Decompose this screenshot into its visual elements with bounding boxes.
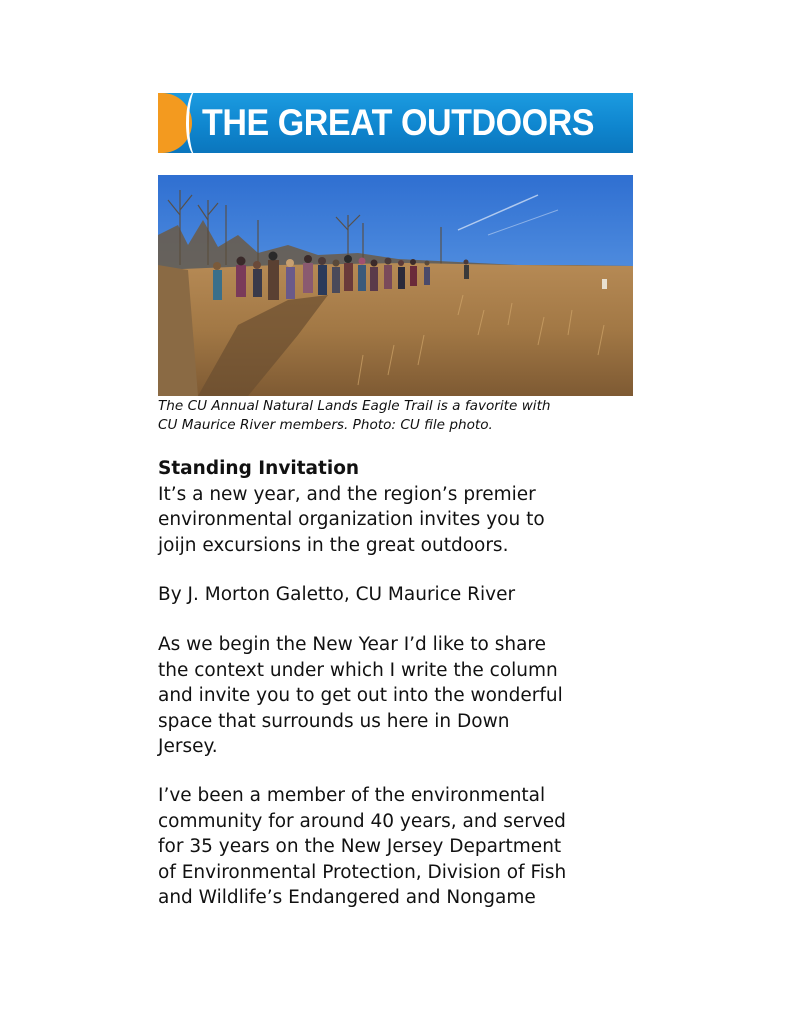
article-paragraph-2 (158, 783, 638, 911)
paragraph-line: As we begin the New Year I’d like to share (158, 634, 546, 655)
article-paragraph-1 (158, 632, 638, 760)
paragraph-line: I’ve been a member of the environmental (158, 785, 546, 806)
paragraph-line: the context under which I write the column (158, 659, 558, 681)
intro-line: It’s a new year, and the region’s premier (158, 483, 536, 505)
document-page (158, 0, 638, 1024)
paragraph-line: of Environmental Protection, Division of Fish (158, 861, 567, 883)
paragraph-line: community for around 40 years, and served (158, 810, 566, 832)
article-intro (158, 456, 638, 558)
paragraph-line: Jersey. (158, 736, 218, 757)
article-photo (158, 175, 633, 396)
paragraph-line: and invite you to get out into the wonderful (158, 685, 563, 706)
paragraph-line: and Wildlife’s Endangered and Nongame (158, 887, 536, 908)
caption-line: The CU Annual Natural Lands Eagle Trail is a favorite with (158, 398, 551, 414)
section-banner (158, 93, 633, 153)
byline: By J. Morton Galetto, CU Maurice River (158, 584, 516, 605)
photo-caption (158, 397, 638, 435)
banner-title: THE GREAT OUTDOORS (202, 102, 595, 143)
intro-line: environmental organization invites you to (158, 509, 545, 530)
intro-line: joijn excursions in the great outdoors. (158, 534, 509, 556)
caption-line: CU Maurice River members. Photo: CU file photo. (158, 417, 493, 433)
marsh-photo-illustration (158, 175, 633, 396)
article-byline (158, 582, 638, 608)
paragraph-line: for 35 years on the New Jersey Department (158, 836, 562, 857)
paragraph-line: space that surrounds us here in Down (158, 710, 510, 732)
article-heading: Standing Invitation (158, 458, 360, 479)
